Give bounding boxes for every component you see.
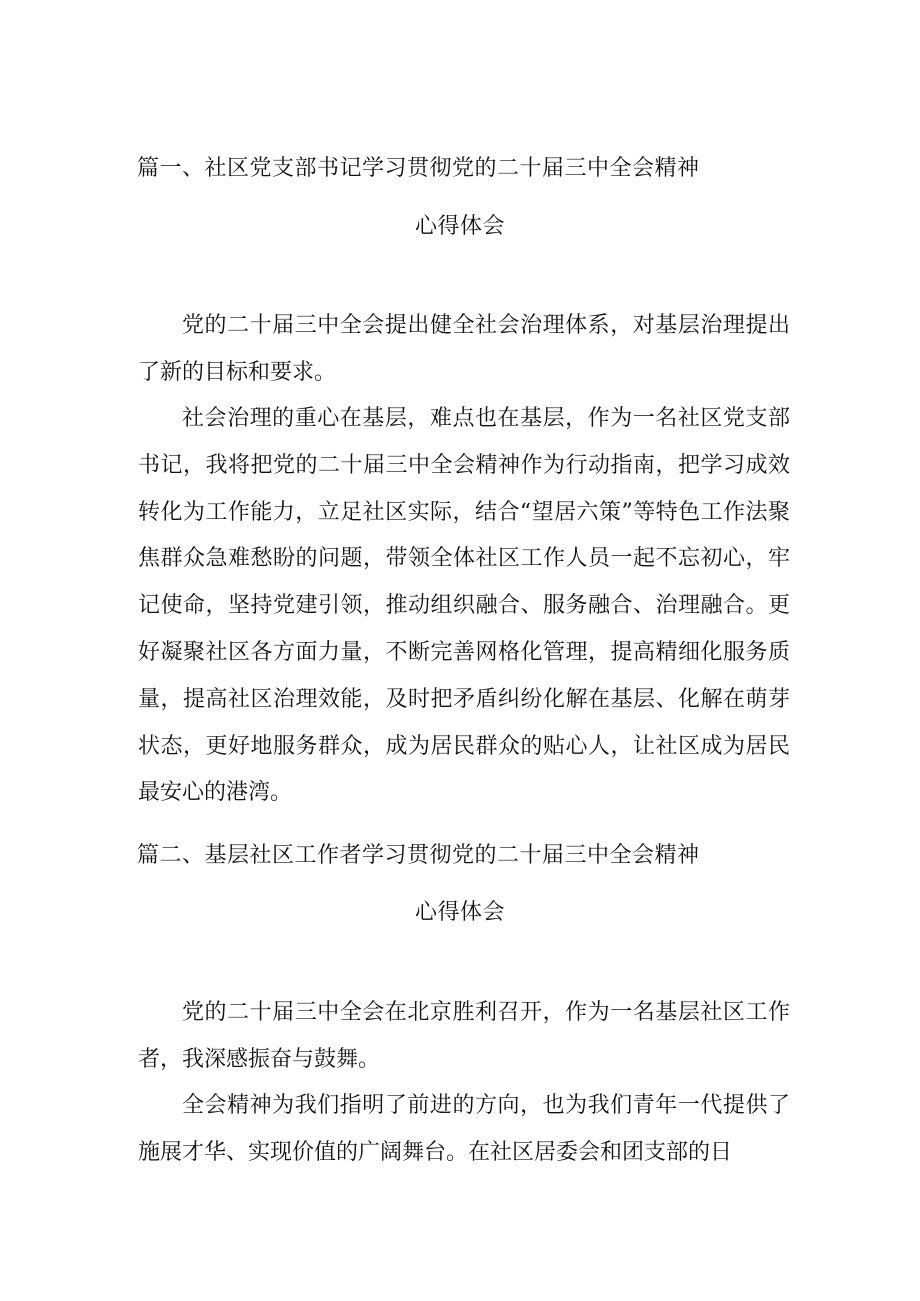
article-2-title-line-1: 篇二、基层社区工作者学习贯彻党的二十届三中全会精神 — [137, 843, 700, 868]
article-1-paragraph-1: 党的二十届三中全会提出健全社会治理体系，对基层治理提出了新的目标和要求。 — [138, 313, 790, 385]
article-1-title-line-2: 心得体会 — [414, 214, 505, 239]
article-2-paragraph-2: 全会精神为我们指明了前进的方向，也为我们青年一代提供了施展才华、实现价值的广阔舞台。在社区居委会和团支部的日 — [138, 1093, 790, 1165]
article-1-title-line-1: 篇一、社区党支部书记学习贯彻党的二十届三中全会精神 — [137, 156, 700, 181]
article-2-title-line-2: 心得体会 — [414, 900, 505, 925]
article-1-paragraph-2: 社会治理的重心在基层，难点也在基层，作为一名社区党支部书记，我将把党的二十届三中全会精神作为行动指南，把学习成效转化为工作能力，立足社区实际，结合“望居六策”等特色工作法聚焦群众急难愁盼的问题，带领全体社区工作人员一起不忘初心，牢记使命，坚持党建引领，推动组织融合、服务融合、治理融合。更好凝聚社区各方面力量，不断完善网格化管理，提高精细化服务质量，提高社区治理效能，及时把矛盾纠纷化解在基层、化解在萌芽状态，更好地服务群众，成为居民群众的贴心人，让社区成为居民最安心的港湾。 — [138, 406, 790, 806]
article-2-paragraph-1: 党的二十届三中全会在北京胜利召开，作为一名基层社区工作者，我深感振奋与鼓舞。 — [138, 1000, 790, 1072]
